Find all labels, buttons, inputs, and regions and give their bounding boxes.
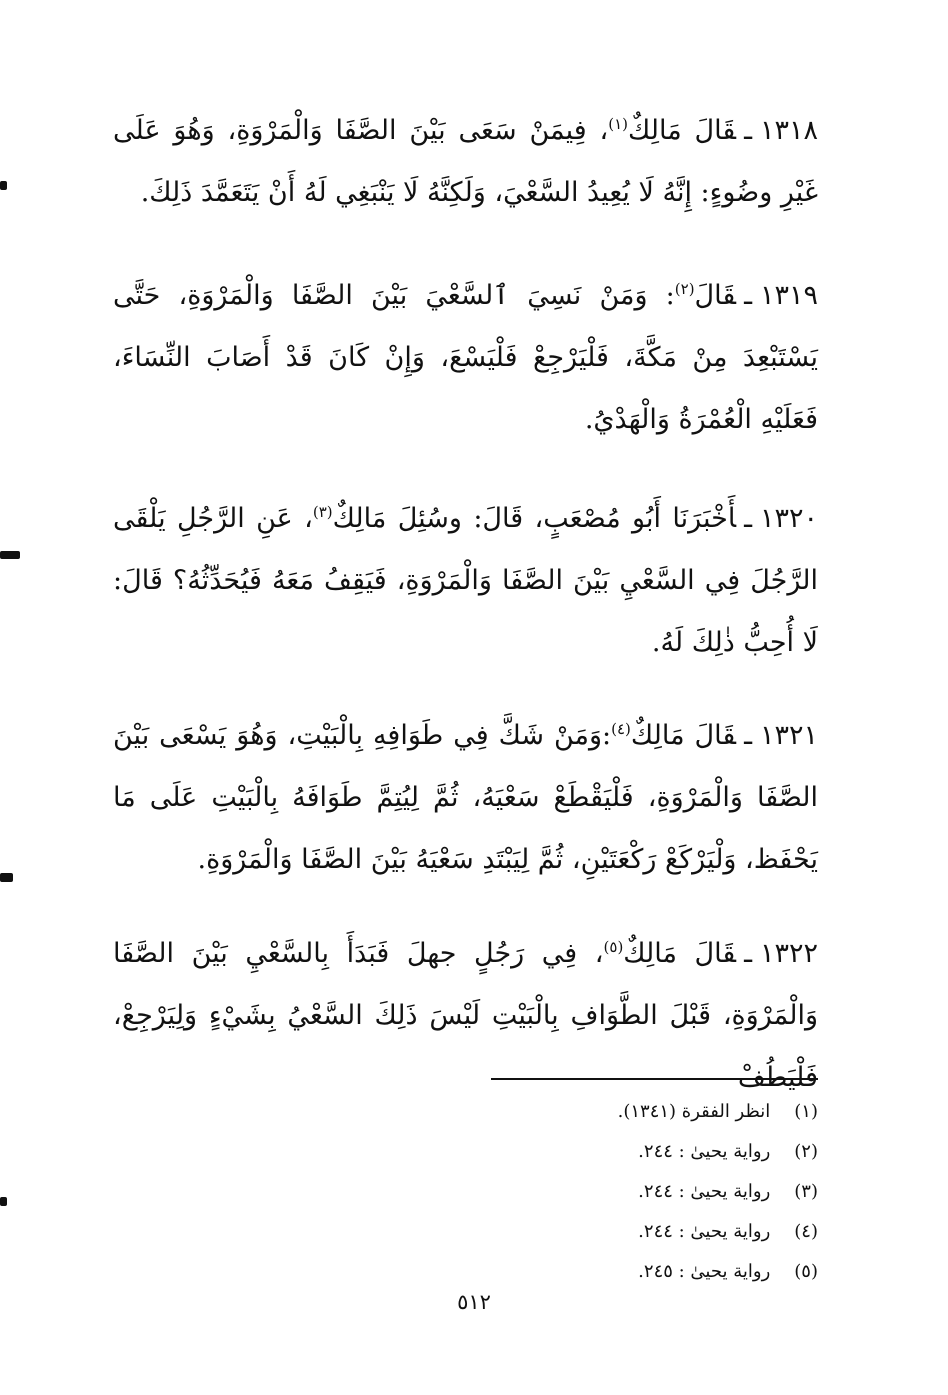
scan-edge-mark (0, 551, 20, 559)
paragraph-number: ١٣١٨ (759, 115, 818, 146)
footnote-number: (٢) (794, 1141, 818, 1162)
paragraph-text-start: قَالَ مَالِكٌ (623, 938, 737, 969)
paragraph-text-start: قَالَ مَالِكٌ (630, 720, 737, 751)
paragraph-text-start: قَالَ (694, 280, 737, 311)
footnote-number: (١) (794, 1101, 818, 1122)
footnote-2 (318, 1132, 818, 1172)
paragraph-dash: ـ (744, 503, 752, 534)
paragraph-1321 (113, 705, 818, 891)
footnote-text: رواية يحيىٰ : ٢٤٤. (638, 1221, 771, 1242)
footnote-reference: (١) (608, 115, 629, 133)
footnote-text: انظر الفقرة (١٣٤١). (617, 1101, 771, 1122)
footnote-1 (318, 1092, 818, 1132)
footnote-5 (318, 1252, 818, 1292)
paragraph-1319 (113, 265, 818, 451)
footnote-3 (318, 1172, 818, 1212)
footnote-number: (٥) (794, 1261, 818, 1282)
footnote-reference: (٤) (611, 720, 631, 738)
paragraph-dash: ـ (744, 720, 752, 751)
scan-edge-mark (0, 873, 13, 882)
paragraph-1318 (113, 100, 818, 224)
footnote-number: (٣) (794, 1181, 818, 1202)
paragraph-number: ١٣٢٢ (759, 938, 818, 969)
paragraph-dash: ـ (744, 115, 752, 146)
footnotes (318, 1092, 818, 1292)
scan-edge-mark (0, 181, 7, 190)
footnote-reference: (٣) (312, 503, 333, 521)
paragraph-text: ، فِي رَجُلٍ جهلَ فَبَدَأَ بِالسَّعْيِ بَيْنَ الصَّفَا وَالْمَرْوَةِ، قَبْلَ الطَّوَافِ بِالْبَيْتِ لَيْسَ ذَلِكَ السَّعْيُ بِشَيْءٍ وَلِيَرْجِعْ، فَلْيَطُفْ (113, 938, 818, 1093)
paragraph-number: ١٣٢٠ (760, 503, 819, 534)
footnote-number: (٤) (794, 1221, 818, 1242)
paragraph-text: ، عَنِ الرَّجُلِ يَلْقَى الرَّجُلَ فِي السَّعْيِ بَيْنَ الصَّفَا وَالْمَرْوَةِ، فَيَقِفُ مَعَهُ فَيُحَدِّثُهُ؟ قَالَ: لَا أُحِبُّ ذٰلِكَ لَهُ. (113, 503, 818, 658)
paragraph-text-start: أَخْبَرَنَا أَبُو مُصْعَبٍ، قَالَ: وسُئِلَ مَالِكٌ (332, 503, 737, 534)
footnote-text: رواية يحيىٰ : ٢٤٤. (638, 1181, 771, 1202)
footnote-divider (491, 1078, 818, 1080)
paragraph-dash: ـ (744, 280, 752, 311)
paragraph-text: ، فِيمَنْ سَعَى بَيْنَ الصَّفَا وَالْمَرْوَةِ، وَهُوَ عَلَى غَيْرِ وضُوءٍ: إِنَّهُ لَا يُعِيدُ السَّعْيَ، وَلَكِنَّهُ لَا يَنْبَغِي لَهُ أَنْ يَتَعَمَّدَ ذَلِكَ. (113, 115, 818, 208)
page-number: ٥١٢ (457, 1290, 491, 1314)
paragraph-number: ١٣١٩ (759, 280, 818, 311)
scan-edge-mark (0, 1197, 7, 1206)
footnote-4 (318, 1212, 818, 1252)
footnote-text: رواية يحيىٰ : ٢٤٥. (638, 1261, 771, 1282)
footnote-reference: (٥) (603, 938, 624, 956)
paragraph-dash: ـ (744, 938, 752, 969)
paragraph-text: : وَمَنْ نَسِيَ ٱلسَّعْيَ بَيْنَ الصَّفَا وَالْمَرْوَةِ، حَتَّى يَسْتَبْعِدَ مِنْ مَكَّةَ، فَلْيَرْجِعْ فَلْيَسْعَ، وَإِنْ كَانَ قَدْ أَصَابَ النِّسَاءَ، فَعَلَيْهِ الْعُمْرَةُ وَالْهَدْيُ. (113, 280, 818, 435)
paragraph-number: ١٣٢١ (759, 720, 818, 751)
paragraph-1322 (113, 923, 818, 1109)
paragraph-1320 (113, 488, 818, 674)
paragraph-text: :وَمَنْ شَكَّ فِي طَوَافِهِ بِالْبَيْتِ، وَهُوَ يَسْعَى بَيْنَ الصَّفَا وَالْمَرْوَةِ، فَلْيَقْطَعْ سَعْيَهُ، ثُمَّ لِيُتِمَّ طَوَافَهُ بِالْبَيْتِ عَلَى مَا يَحْفَظ، وَلْيَرْكَعْ رَكْعَتَيْنِ، ثُمَّ لِيَبْتَدِ سَعْيَهُ بَيْنَ الصَّفَا وَالْمَرْوَةِ. (113, 720, 818, 875)
footnote-text: رواية يحيىٰ : ٢٤٤. (638, 1141, 771, 1162)
footnote-reference: (٢) (674, 280, 695, 298)
paragraph-text-start: قَالَ مَالِكٌ (628, 115, 737, 146)
